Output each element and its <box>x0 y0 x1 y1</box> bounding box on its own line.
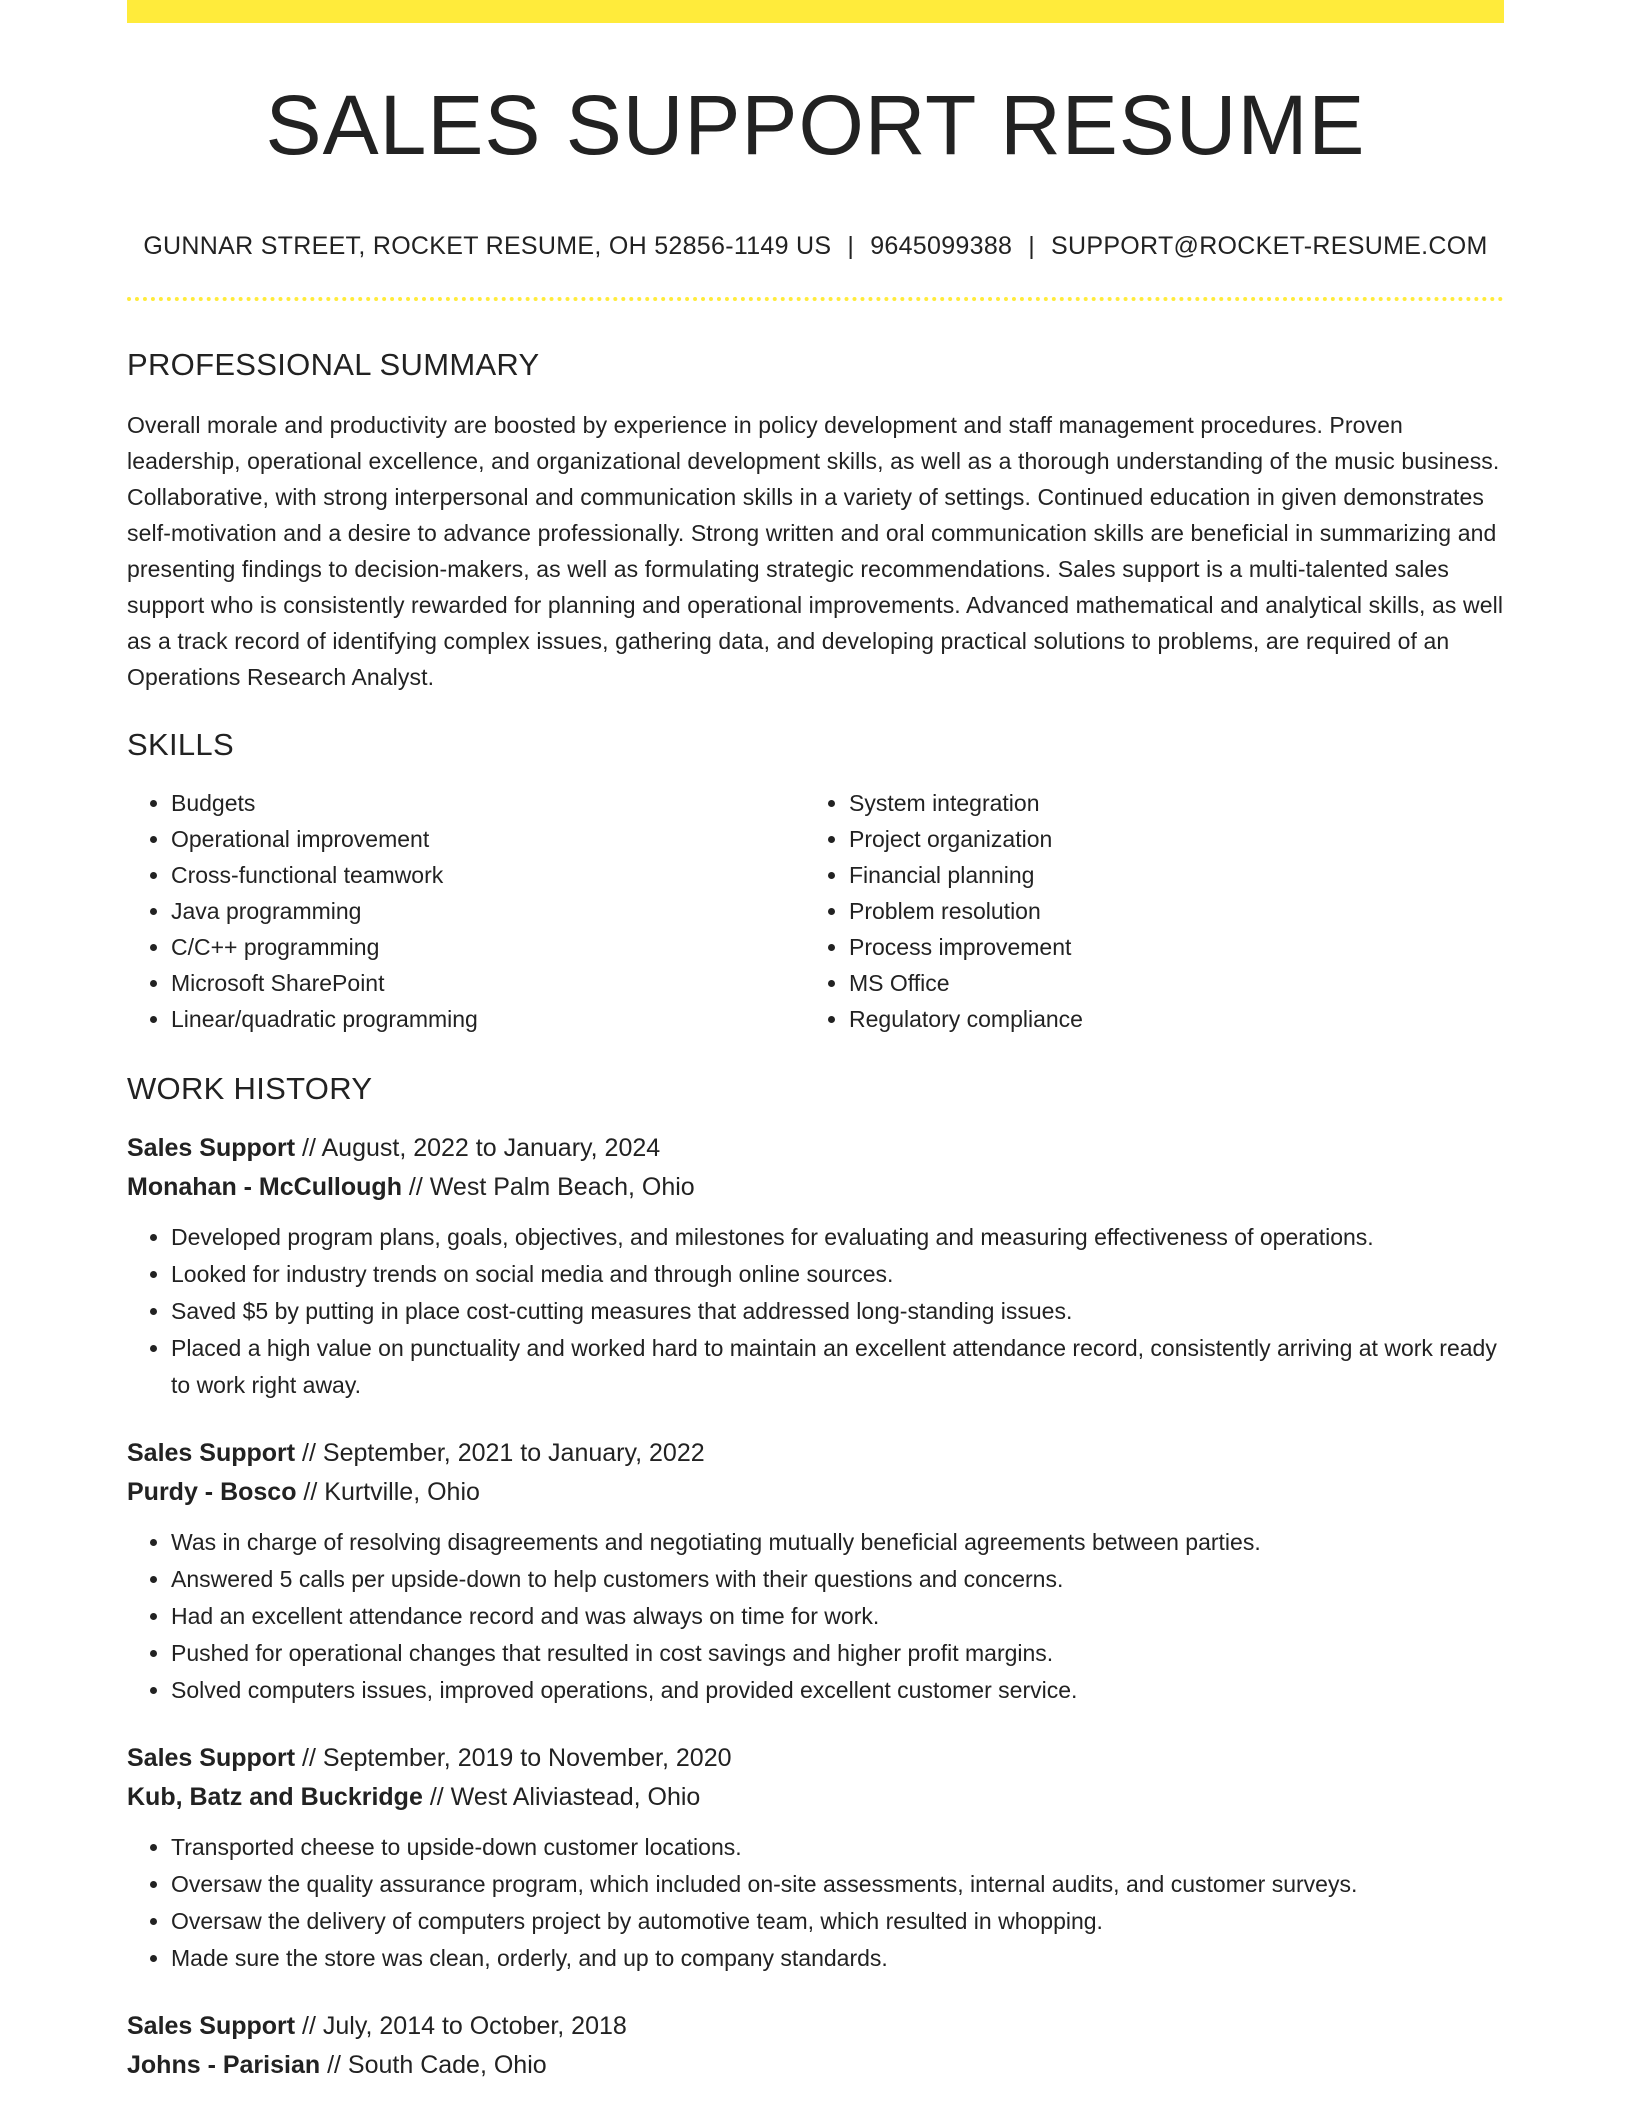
top-accent-bar <box>127 0 1504 23</box>
job-entry <box>127 1129 1504 1404</box>
job-dates: July, 2014 to October, 2018 <box>322 2012 627 2040</box>
job-bullet: • Solved computers issues, improved operations, and provided excellent customer service. <box>171 1672 1504 1709</box>
job-company: Purdy - Bosco <box>127 1478 297 1506</box>
job-bullet: • Pushed for operational changes that resulted in cost savings and higher profit margins. <box>171 1635 1504 1672</box>
skill-item: • System integration <box>849 785 1483 821</box>
job-bullet: • Looked for industry trends on social media and through online sources. <box>171 1256 1504 1293</box>
skill-item: • Budgets <box>171 785 805 821</box>
job-role: Sales Support <box>127 2012 296 2040</box>
address: GUNNAR STREET, ROCKET RESUME, OH 52856-1149 US <box>143 232 832 260</box>
job-bullet: • Made sure the store was clean, orderly, and up to company standards. <box>171 1940 1504 1977</box>
job-role-line <box>127 2007 1504 2046</box>
job-company-line <box>127 2046 1504 2085</box>
job-location: West Aliviastead, Ohio <box>450 1783 701 1811</box>
phone: 9645099388 <box>870 232 1013 260</box>
skill-item: • Microsoft SharePoint <box>171 965 805 1001</box>
summary-text: Overall morale and productivity are boosted by experience in policy development and staff management procedures. Proven leadership, operational excellence, and organizational development skills, as well as a thorough understanding of the music business. Collaborative, with strong interpersonal and communication skills in a variety of settings. Continued education in given demonstrates self-motivation and a desire to advance professionally. Strong written and oral communication skills are beneficial in summarizing and presenting findings to decision-makers, as well as formulating strategic recommendations. Sales support is a multi-talented sales support who is consistently rewarded for planning and operational improvements. Advanced mathematical and analytical skills, as well as a track record of identifying complex issues, gathering data, and developing practical solutions to problems, are required of an Operations Research Analyst. <box>127 412 1504 690</box>
job-dates: September, 2021 to January, 2022 <box>322 1439 705 1467</box>
skill-item: • Java programming <box>171 893 805 929</box>
job-dates: September, 2019 to November, 2020 <box>322 1744 732 1772</box>
job-separator: // <box>320 2051 348 2079</box>
job-company: Monahan - McCullough <box>127 1173 402 1201</box>
job-bullets <box>127 1524 1504 1709</box>
job-dates: August, 2022 to January, 2024 <box>321 1134 661 1162</box>
job-bullet: • Saved $5 by putting in place cost-cutting measures that addressed long-standing issues. <box>171 1293 1504 1330</box>
job-location: West Palm Beach, Ohio <box>429 1173 695 1201</box>
job-entry <box>127 2007 1504 2085</box>
dotted-divider <box>127 297 1504 301</box>
job-bullet: • Had an excellent attendance record and was always on time for work. <box>171 1598 1504 1635</box>
skills-heading: SKILLS <box>127 727 234 762</box>
contact-line <box>127 232 1504 261</box>
skills-column-left <box>127 785 805 1037</box>
skill-item: • Operational improvement <box>171 821 805 857</box>
job-separator: // <box>422 1783 451 1811</box>
skill-item: • Financial planning <box>849 857 1483 893</box>
job-role-line <box>127 1434 1504 1473</box>
job-role: Sales Support <box>127 1439 296 1467</box>
job-separator: // <box>295 2012 323 2040</box>
contact-separator: | <box>1028 232 1036 260</box>
resume-title: SALES SUPPORT RESUME <box>265 78 1366 172</box>
job-role: Sales Support <box>127 1134 296 1162</box>
resume-page <box>127 0 1504 2085</box>
job-company: Johns - Parisian <box>127 2051 321 2079</box>
job-bullet: • Developed program plans, goals, objectives, and milestones for evaluating and measuring effectiveness of operations. <box>171 1219 1504 1256</box>
summary-heading: PROFESSIONAL SUMMARY <box>127 347 540 382</box>
job-company-line <box>127 1473 1504 1512</box>
work-history-heading: WORK HISTORY <box>127 1071 373 1106</box>
skill-item: • Linear/quadratic programming <box>171 1001 805 1037</box>
job-bullet: • Oversaw the quality assurance program, which included on-site assessments, internal audits, and customer surveys. <box>171 1866 1504 1903</box>
skill-item: • Cross-functional teamwork <box>171 857 805 893</box>
skill-item: • Process improvement <box>849 929 1483 965</box>
job-bullet: • Oversaw the delivery of computers project by automotive team, which resulted in whopping. <box>171 1903 1504 1940</box>
contact-separator: | <box>847 232 855 260</box>
job-company-line <box>127 1778 1504 1817</box>
skills-column-right <box>805 785 1483 1037</box>
job-bullet: • Placed a high value on punctuality and worked hard to maintain an excellent attendance record, consistently arriving at work ready to work right away. <box>171 1330 1504 1404</box>
job-bullets <box>127 1219 1504 1404</box>
job-bullet: • Was in charge of resolving disagreements and negotiating mutually beneficial agreements between parties. <box>171 1524 1504 1561</box>
skill-item: • Problem resolution <box>849 893 1483 929</box>
job-company-line <box>127 1168 1504 1207</box>
skill-item: • Regulatory compliance <box>849 1001 1483 1037</box>
skill-item: • Project organization <box>849 821 1483 857</box>
job-bullets <box>127 1829 1504 1977</box>
job-bullet: • Answered 5 calls per upside-down to help customers with their questions and concerns. <box>171 1561 1504 1598</box>
skill-item: • MS Office <box>849 965 1483 1001</box>
job-role-line <box>127 1739 1504 1778</box>
job-separator: // <box>295 1134 322 1162</box>
job-separator: // <box>295 1744 323 1772</box>
job-entry <box>127 1739 1504 1977</box>
job-separator: // <box>295 1439 323 1467</box>
email: SUPPORT@ROCKET-RESUME.COM <box>1051 232 1488 260</box>
skill-item: • C/C++ programming <box>171 929 805 965</box>
job-company: Kub, Batz and Buckridge <box>127 1783 423 1811</box>
job-separator: // <box>296 1478 325 1506</box>
job-location: Kurtville, Ohio <box>324 1478 480 1506</box>
job-separator: // <box>401 1173 430 1201</box>
job-entry <box>127 1434 1504 1709</box>
job-location: South Cade, Ohio <box>347 2051 547 2079</box>
job-bullet: • Transported cheese to upside-down customer locations. <box>171 1829 1504 1866</box>
job-role: Sales Support <box>127 1744 296 1772</box>
job-role-line <box>127 1129 1504 1168</box>
skills-list <box>127 785 1504 1037</box>
